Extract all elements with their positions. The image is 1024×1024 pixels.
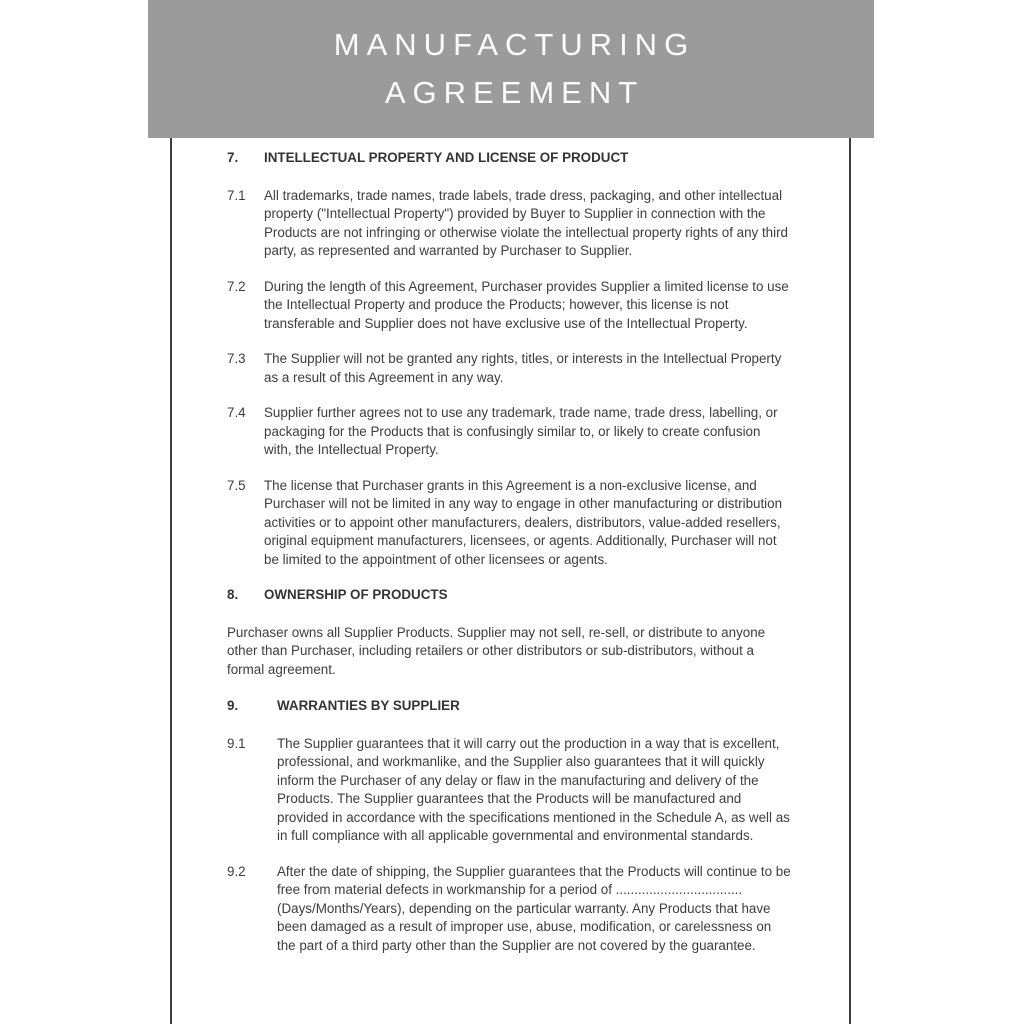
clause-7-2-text: During the length of this Agreement, Purchaser provides Supplier a limited license to use the Intellectual Property and produce the Products; however, this license is not transferable and Supplier does not have exclusive use of the Intellectual Property. — [264, 278, 789, 331]
section-7-heading — [227, 149, 791, 168]
section-8-heading-text: OWNERSHIP OF PRODUCTS — [264, 587, 448, 602]
clause-7-2-number: 7.2 — [227, 278, 246, 294]
clause-9-1-number: 9.1 — [227, 735, 246, 751]
clause-7-4-text: Supplier further agrees not to use any trademark, trade name, trade dress, labelling, or packaging for the Products that is confusingly similar to, or likely to create confusion with, the Intellectual Property. — [264, 405, 778, 457]
document-title-line-2: AGREEMENT — [384, 75, 645, 110]
clause-7-5 — [227, 477, 791, 570]
document-title-banner — [148, 0, 874, 138]
clause-9-1-text: The Supplier guarantees that it will carry out the production in a way that is excellent, professional, and workmanlike, and the Supplier also guarantees that it will quickly inform the Purchaser of any delay or flaw in the manufacturing and delivery of the Products. The Supplier guarantees that the Products will be manufactured and provided in accordance with the specifications mentioned in the Schedule A, as well as in full compliance with all applicable governmental and environmental standards. — [277, 735, 790, 843]
section-7-number: 7. — [227, 150, 239, 165]
clause-9-2-number: 9.2 — [227, 863, 246, 879]
clause-7-5-text: The license that Purchaser grants in this Agreement is a non-exclusive license, and Purchaser will not be limited in any way to engage in other manufacturing or distribution activities or to appoint other manufacturers, dealers, distributors, value-added resellers, original equipment manufacturers, licensees, or agents. Additionally, Purchaser will not be limited to the appointment of other licensees or agents. — [264, 477, 783, 567]
clause-7-1-text: All trademarks, trade names, trade labels, trade dress, packaging, and other intellectual property ("Intellectual Property") provided by Buyer to Supplier in connection with the Products are not infringing or otherwise violate the intellectual property rights of any third party, as represented and warranted by Purchaser to Supplier. — [264, 187, 789, 258]
document-title-line-1: MANUFACTURING — [333, 27, 696, 63]
clause-7-1 — [227, 187, 791, 261]
clause-7-4-number: 7.4 — [227, 405, 246, 420]
clause-7-4 — [227, 404, 791, 460]
section-7-heading-text: INTELLECTUAL PROPERTY AND LICENSE OF PRODUCT — [264, 150, 629, 165]
clause-7-2 — [227, 278, 791, 334]
section-8-body: Purchaser owns all Supplier Products. Supplier may not sell, re-sell, or distribute to anyone other than Purchaser, including retailers or other distributors or sub-distributors, without a formal agreement. — [227, 624, 766, 677]
section-8-heading — [227, 586, 791, 605]
section-9-heading-text: WARRANTIES BY SUPPLIER — [277, 698, 460, 713]
clause-7-3-text: The Supplier will not be granted any rights, titles, or interests in the Intellectual Property as a result of this Agreement in any way. — [264, 351, 782, 385]
clause-9-2-text: After the date of shipping, the Supplier guarantees that the Products will continue to be free from material defects in workmanship for a period of .................................. (Days/Months/Years), depending on the particular warranty. Any Products that have been damaged as a result of improper use, abuse, modification, or carelessness on the part of a third party other than the Supplier are not covered by the guarantee. — [277, 863, 791, 953]
clause-7-3 — [227, 350, 791, 387]
section-9-heading — [227, 697, 791, 716]
clause-7-1-number: 7.1 — [227, 187, 246, 203]
section-9-number: 9. — [227, 698, 239, 713]
clause-7-3-number: 7.3 — [227, 351, 246, 366]
clause-7-5-number: 7.5 — [227, 477, 246, 493]
clause-9-2 — [227, 863, 791, 956]
clause-9-1 — [227, 735, 791, 846]
section-8-number: 8. — [227, 587, 239, 602]
document-body — [227, 149, 791, 972]
